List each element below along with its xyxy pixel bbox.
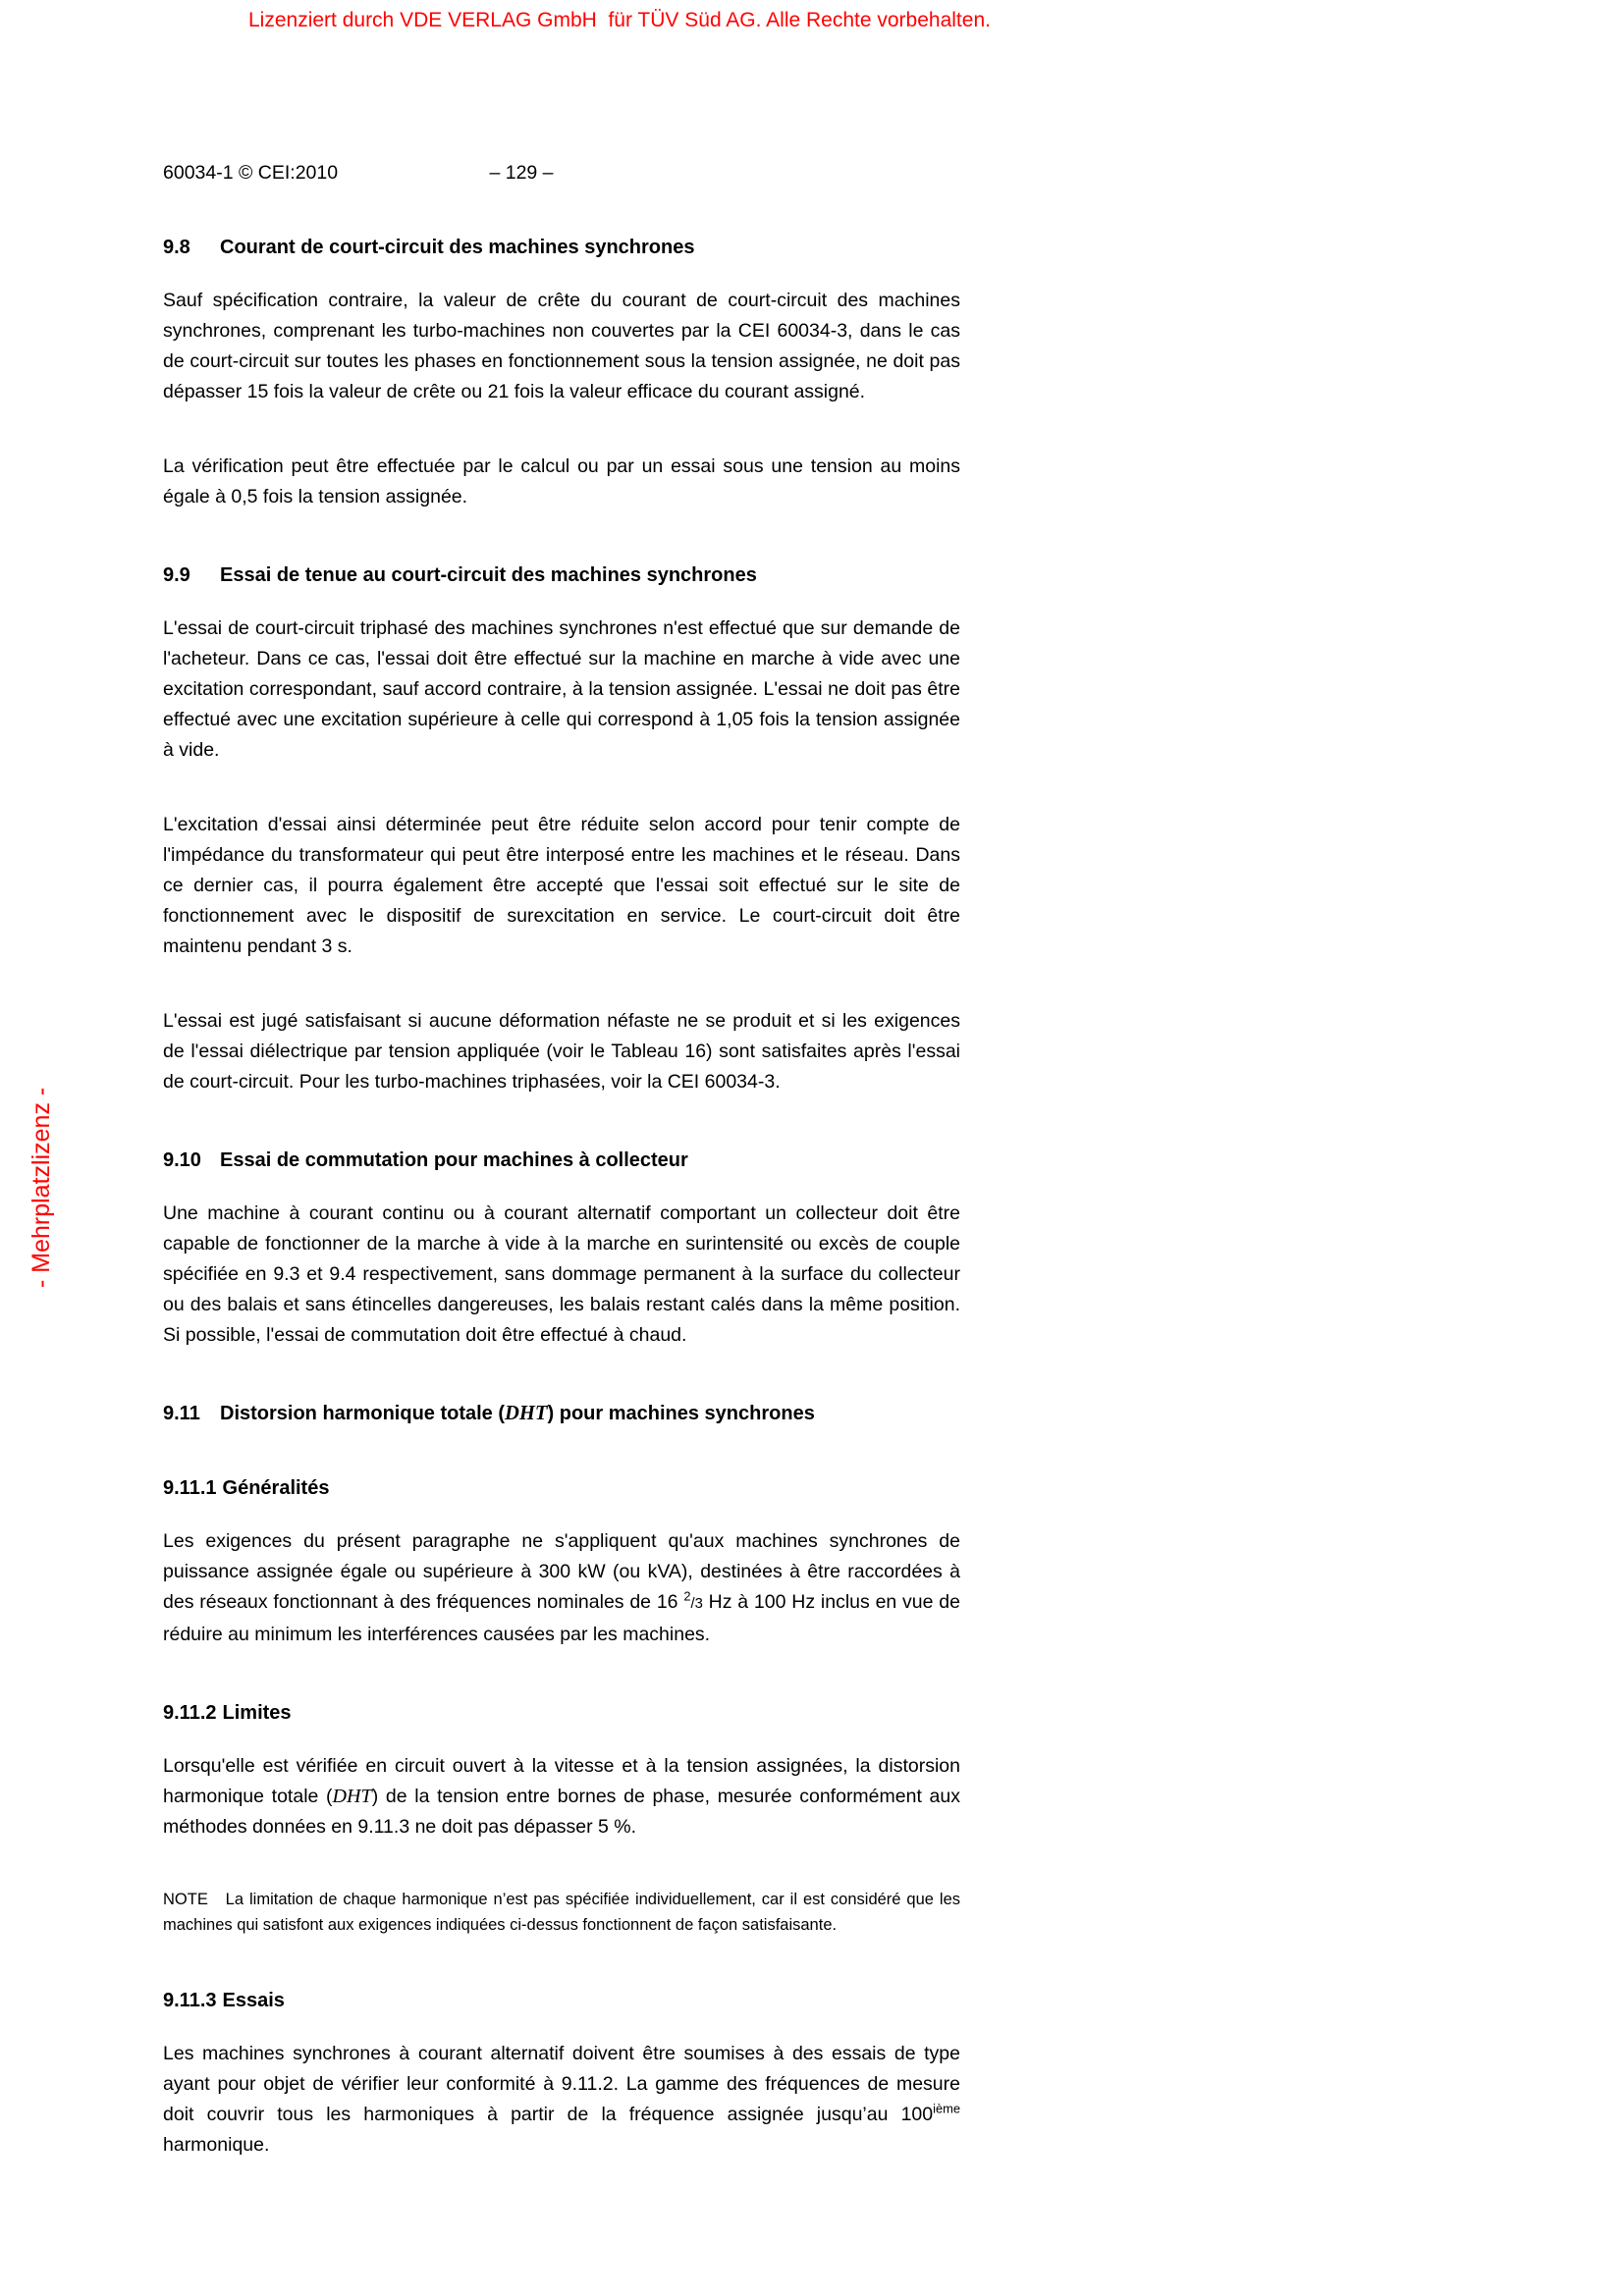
text-segment: Essais [222,1990,285,2011]
paragraph [163,1526,960,1650]
paragraph [163,2039,960,2161]
section-title [223,1476,960,1500]
styled-text-segment: ième [933,2101,960,2116]
section-title [223,1701,960,1725]
paragraph [163,286,960,407]
text-segment: ) pour machines synchrones [547,1403,815,1424]
section-title [220,236,960,259]
license-banner: Lizenziert durch VDE VERLAG GmbH für TÜV Süd AG. Alle Rechte vorbehalten. [248,9,991,31]
text-segment: Lorsqu'elle est vérifiée en circuit ouvert à la vitesse et à la tension assignées, la distorsion harmonique totale ( [163,1755,960,1807]
document-reference: 60034-1 © CEI:2010 [163,162,339,184]
text-segment: Essai de tenue au court-circuit des machines synchrones [220,564,757,586]
text-segment: Sauf spécification contraire, la valeur de crête du courant de court-circuit des machines synchrones, comprenant les turbo-machines non couvertes par la CEI 60034-3, dans le cas de court-circuit sur toutes les phases en fonctionnement sous la tension assignée, ne doit pas dépasser 15 fois la valeur de crête ou 21 fois la valeur efficace du courant assigné. [163,290,960,402]
styled-text-segment: DHT [332,1786,372,1807]
paragraph [163,1006,960,1097]
section-number: 9.8 [163,237,190,258]
styled-text-segment: DHT [505,1403,548,1424]
paragraph [163,810,960,962]
paragraph [163,614,960,766]
styled-text-segment: 2 [683,1588,691,1604]
text-segment: Les machines synchrones à courant alternatif doivent être soumises à des essais de type ayant pour objet de vérifier leur conformité à 9.11.2. La gamme des fréquences de mesure doit couvrir tous les harmoniques à partir de la fréquence assignée jusqu’au 100 [163,2043,960,2125]
text-segment: harmonique. [163,2134,270,2156]
section-heading-9.9 [163,563,960,587]
section-heading-9.8 [163,236,960,259]
section-heading-9.11 [163,1402,960,1425]
page-content [163,161,960,2205]
section-number: 9.11 [163,1403,200,1424]
text-segment: Les exigences du présent paragraphe ne s'appliquent qu'aux machines synchrones de puissance assignée égale ou supérieure à 300 kW (ou kVA), destinées à être raccordées à des réseaux fonctionnant à des fréquences nominales de 16 [163,1530,960,1613]
section-number: 9.11.1 [163,1477,217,1499]
text-segment: Hz à 100 Hz inclus en vue de réduire au minimum les interférences causées par les machines. [163,1591,960,1645]
note-paragraph [163,1887,960,1938]
text-segment: Généralités [222,1477,330,1499]
text-segment: Limites [222,1702,292,1724]
section-number: 9.11.2 [163,1702,217,1724]
document-body [163,236,960,2161]
section-heading-9.11.1 [163,1476,960,1500]
text-segment: Essai de commutation pour machines à collecteur [220,1149,688,1171]
text-segment: L'excitation d'essai ainsi déterminée peut être réduite selon accord pour tenir compte de l'impédance du transformateur qui peut être interposé entre les machines et le réseau. Dans ce dernier cas, il pourra également être accepté que l'essai soit effectué sur le site de fonctionnement avec le dispositif de surexcitation en service. Le court-circuit doit être maintenu pendant 3 s. [163,814,960,957]
text-segment: NOTE La limitation de chaque harmonique n’est pas spécifiée individuellement, car il est considéré que les machines qui satisfont aux exigences indiquées ci-dessus fonctionnent de façon satisfaisante. [163,1891,960,1934]
section-title [220,1148,960,1172]
text-segment: Courant de court-circuit des machines synchrones [220,237,695,258]
styled-text-segment: /3 [690,1596,703,1612]
text-segment: L'essai est jugé satisfaisant si aucune déformation néfaste ne se produit et si les exigences de l'essai diélectrique par tension appliquée (voir le Tableau 16) sont satisfaites après l'essai de court-circuit. Pour les turbo-machines triphasées, voir la CEI 60034-3. [163,1010,960,1093]
text-segment: ) de la tension entre bornes de phase, mesurée conformément aux méthodes données en 9.11.3 ne doit pas dépasser 5 %. [163,1786,960,1838]
page-header [163,161,960,185]
paragraph [163,452,960,512]
section-number: 9.9 [163,564,190,586]
paragraph [163,1751,960,1842]
license-watermark: - Mehrplatzlizenz - [27,1087,55,1288]
text-segment: La vérification peut être effectuée par le calcul ou par un essai sous une tension au moins égale à 0,5 fois la tension assignée. [163,455,960,507]
section-heading-9.10 [163,1148,960,1172]
section-title [220,563,960,587]
paragraph [163,1199,960,1351]
section-heading-9.11.3 [163,1989,960,2012]
text-segment: L'essai de court-circuit triphasé des machines synchrones n'est effectué que sur demande de l'acheteur. Dans ce cas, l'essai doit être effectué sur la machine en marche à vide avec une excitation correspondant, sauf accord contraire, à la tension assignée. L'essai ne doit pas être effectué avec une excitation supérieure à celle qui correspond à 1,05 fois la tension assignée à vide. [163,617,960,761]
text-segment: Une machine à courant continu ou à courant alternatif comportant un collecteur doit être capable de fonctionner de la marche à vide à la marche en surintensité ou excès de couple spécifiée en 9.3 et 9.4 respectivement, sans dommage permanent à la surface du collecteur ou des balais et sans étincelles dangereuses, les balais restant calés dans la même position. Si possible, l'essai de commutation doit être effectué à chaud. [163,1202,960,1346]
text-segment: Distorsion harmonique totale ( [220,1403,506,1424]
section-title [223,1989,960,2012]
section-number: 9.11.3 [163,1990,217,2011]
section-heading-9.11.2 [163,1701,960,1725]
section-number: 9.10 [163,1149,201,1171]
section-title [220,1402,960,1425]
page-number: – 129 – [489,162,554,184]
